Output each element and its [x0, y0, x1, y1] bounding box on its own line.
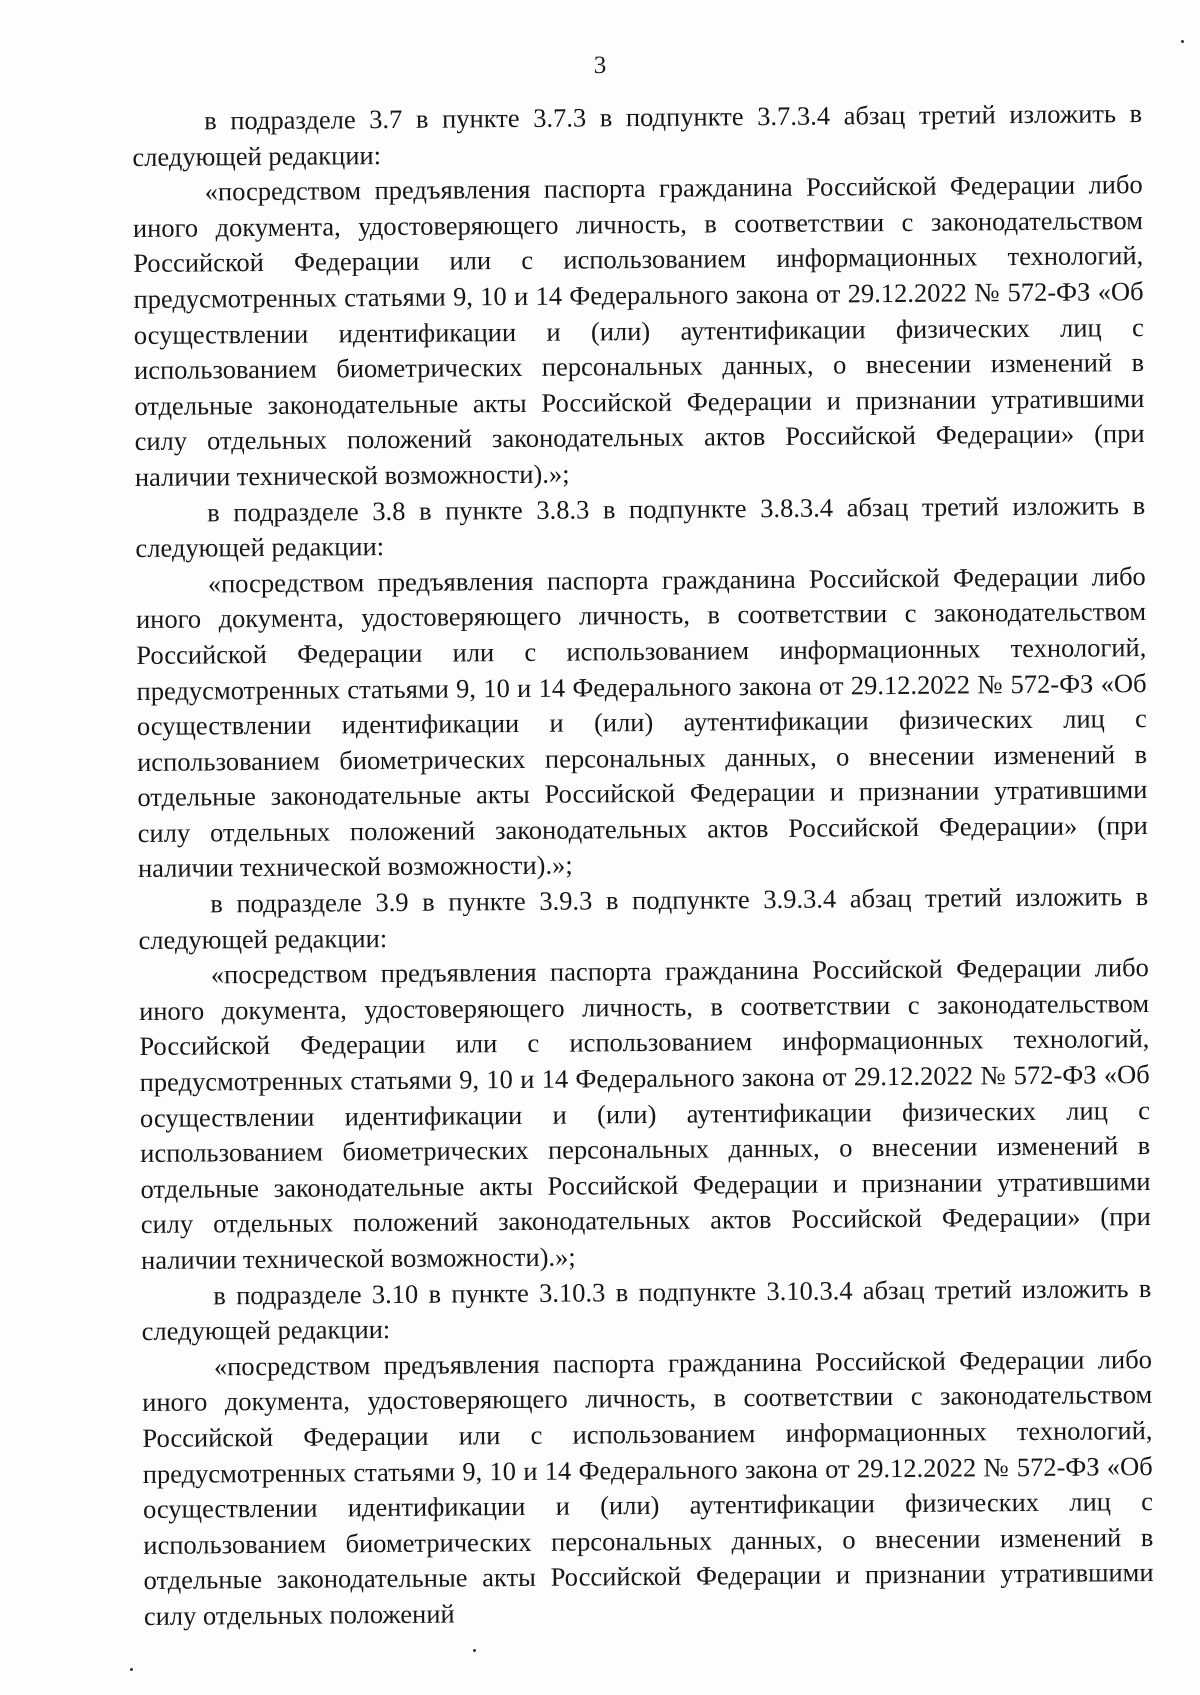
- amendment-instruction: в подразделе 3.8 в пункте 3.8.3 в подпункте 3.8.3.4 абзац третий изложить в следующей редакции:: [135, 489, 1146, 564]
- amendment-instruction: в подразделе 3.9 в пункте 3.9.3 в подпункте 3.9.3.4 абзац третий изложить в следующей редакции:: [138, 881, 1149, 955]
- page-number: 3: [593, 52, 607, 79]
- amendment-quote: «посредством предъявления паспорта гражданина Российской Федерации либо иного документа, удостоверяющего личность, в соответствии с законодательством Российской Федерации или с использованием информационных технологий, предусмотренных статьями 9, 10 и 14 Федерального закона от 29.12.2022 № 572-ФЗ «Об осуществлении идентификации и (или) аутентификации физических лиц с использованием биометрических персональных данных, о внесении изменений в отдельные законодательные акты Российской Федерации и признании утратившими силу отдельных положений: [142, 1343, 1154, 1631]
- scan-speck: [473, 1649, 476, 1652]
- amendment-quote: «посредством предъявления паспорта гражданина Российской Федерации либо иного документа, удостоверяющего личность, в соответствии с законодательством Российской Федерации или с использованием информационных технологий, предусмотренных статьями 9, 10 и 14 Федерального закона от 29.12.2022 № 572-ФЗ «Об осуществлении идентификации и (или) аутентификации физических лиц с использованием биометрических персональных данных, о внесении изменений в отдельные законодательные акты Российской Федерации и признании утратившими силу отдельных положений законодательных актов Российской Федерации» (при наличии технической возможности).»;: [139, 952, 1151, 1275]
- amendment-instruction: в подразделе 3.10 в пункте 3.10.3 в подпункте 3.10.3.4 абзац третий изложить в следующей редакции:: [141, 1272, 1152, 1347]
- amendment-block-3-8: [135, 488, 1148, 887]
- amendment-quote: «посредством предъявления паспорта гражданина Российской Федерации либо иного документа, удостоверяющего личность, в соответствии с законодательством Российской Федерации или с использованием информационных технологий, предусмотренных статьями 9, 10 и 14 Федерального закона от 29.12.2022 № 572-ФЗ «Об осуществлении идентификации и (или) аутентификации физических лиц с использованием биометрических персональных данных, о внесении изменений в отдельные законодательные акты Российской Федерации и признании утратившими силу отдельных положений законодательных актов Российской Федерации» (при наличии технической возможности).»;: [132, 169, 1145, 492]
- document-body: [132, 96, 1154, 1634]
- amendment-instruction: в подразделе 3.7 в пункте 3.7.3 в подпункте 3.7.3.4 абзац третий изложить в следующей редакции:: [132, 98, 1143, 172]
- amendment-block-3-7: [132, 96, 1145, 495]
- scan-speck: [1181, 40, 1184, 43]
- amendment-block-3-9: [138, 879, 1151, 1278]
- scan-speck: [130, 1668, 133, 1671]
- amendment-quote: «посредством предъявления паспорта гражданина Российской Федерации либо иного документа, удостоверяющего личность, в соответствии с законодательством Российской Федерации или с использованием информационных технологий, предусмотренных статьями 9, 10 и 14 Федерального закона от 29.12.2022 № 572-ФЗ «Об осуществлении идентификации и (или) аутентификации физических лиц с использованием биометрических персональных данных, о внесении изменений в отдельные законодательные акты Российской Федерации и признании утратившими силу отдельных положений законодательных актов Российской Федерации» (при наличии технической возможности).»;: [135, 560, 1148, 884]
- amendment-block-3-10: [141, 1271, 1154, 1635]
